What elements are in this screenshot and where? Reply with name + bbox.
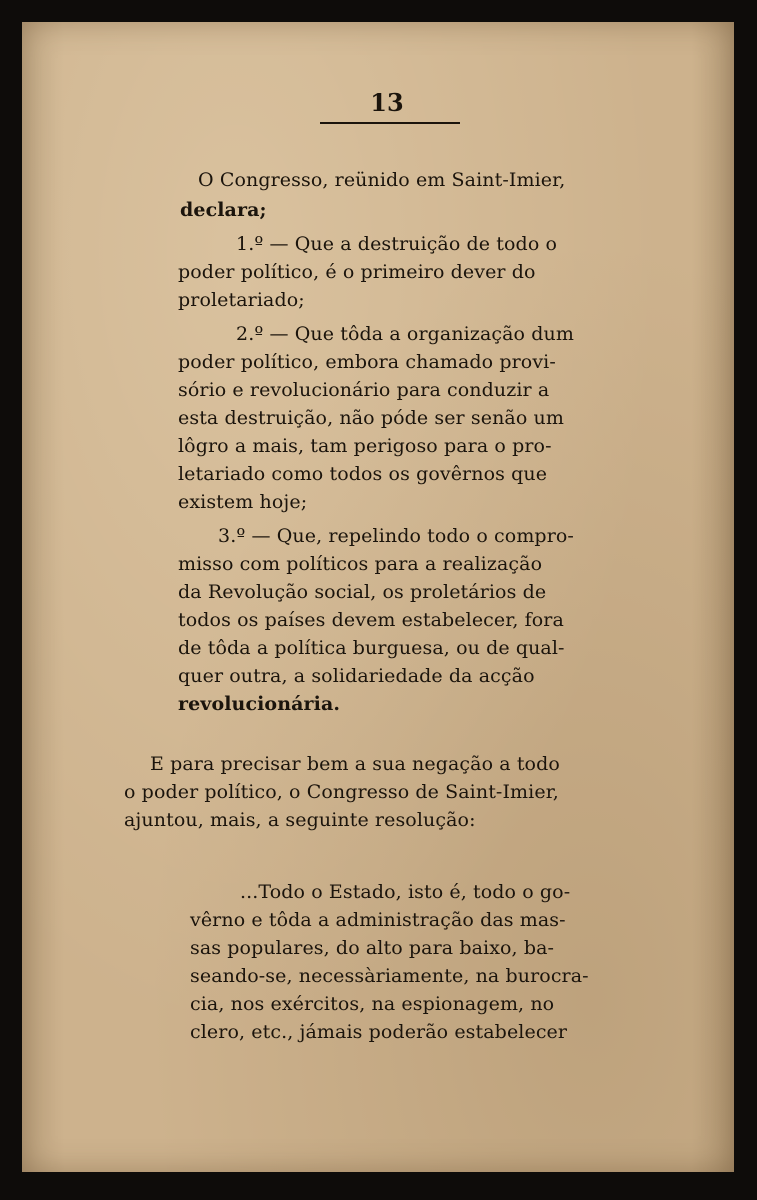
text-line: proletariado; — [178, 289, 305, 311]
text-line: esta destruição, não póde ser senão um — [178, 407, 564, 429]
text-line: revolucionária. — [178, 693, 341, 715]
text-line: quer outra, a solidariedade da acção — [178, 665, 535, 687]
text-line: seando-se, necessàriamente, na burocra- — [190, 965, 589, 987]
text-line: sório e revolucionário para conduzir a — [178, 379, 550, 401]
text-line: cia, nos exércitos, na espionagem, no — [190, 993, 555, 1015]
text-line: poder político, é o primeiro dever do — [178, 261, 536, 283]
text-line: O Congresso, reünido em Saint-Imier, — [198, 169, 566, 191]
text-line: da Revolução social, os proletários de — [178, 581, 547, 603]
text-line: de tôda a política burguesa, ou de qual- — [178, 637, 565, 659]
text-line: ...Todo o Estado, isto é, todo o go- — [240, 881, 571, 903]
text-line: o poder político, o Congresso de Saint-Imier, — [124, 781, 559, 803]
text-line: misso com políticos para a realização — [178, 553, 543, 575]
text-line: 3.º — Que, repelindo todo o compro- — [218, 525, 574, 547]
text-line: declara; — [180, 199, 267, 221]
text-line: existem hoje; — [178, 491, 308, 513]
text-line: poder político, embora chamado provi- — [178, 351, 556, 373]
text-line: E para precisar bem a sua negação a todo — [150, 753, 560, 775]
text-line: ajuntou, mais, a seguinte resolução: — [124, 809, 476, 831]
text-line: 1.º — Que a destruição de todo o — [236, 233, 558, 255]
text-line: clero, etc., jámais poderão estabelecer — [190, 1021, 568, 1043]
page-number: 13 — [370, 88, 404, 117]
book-page — [22, 22, 734, 1172]
text-line: sas populares, do alto para baixo, ba- — [190, 937, 555, 959]
text-line: letariado como todos os govêrnos que — [178, 463, 548, 485]
header-rule — [320, 122, 460, 124]
text-line: vêrno e tôda a administração das mas- — [190, 909, 566, 931]
text-line: todos os países devem estabelecer, fora — [178, 609, 564, 631]
text-line: 2.º — Que tôda a organização dum — [236, 323, 574, 345]
text-line: lôgro a mais, tam perigoso para o pro- — [178, 435, 552, 457]
